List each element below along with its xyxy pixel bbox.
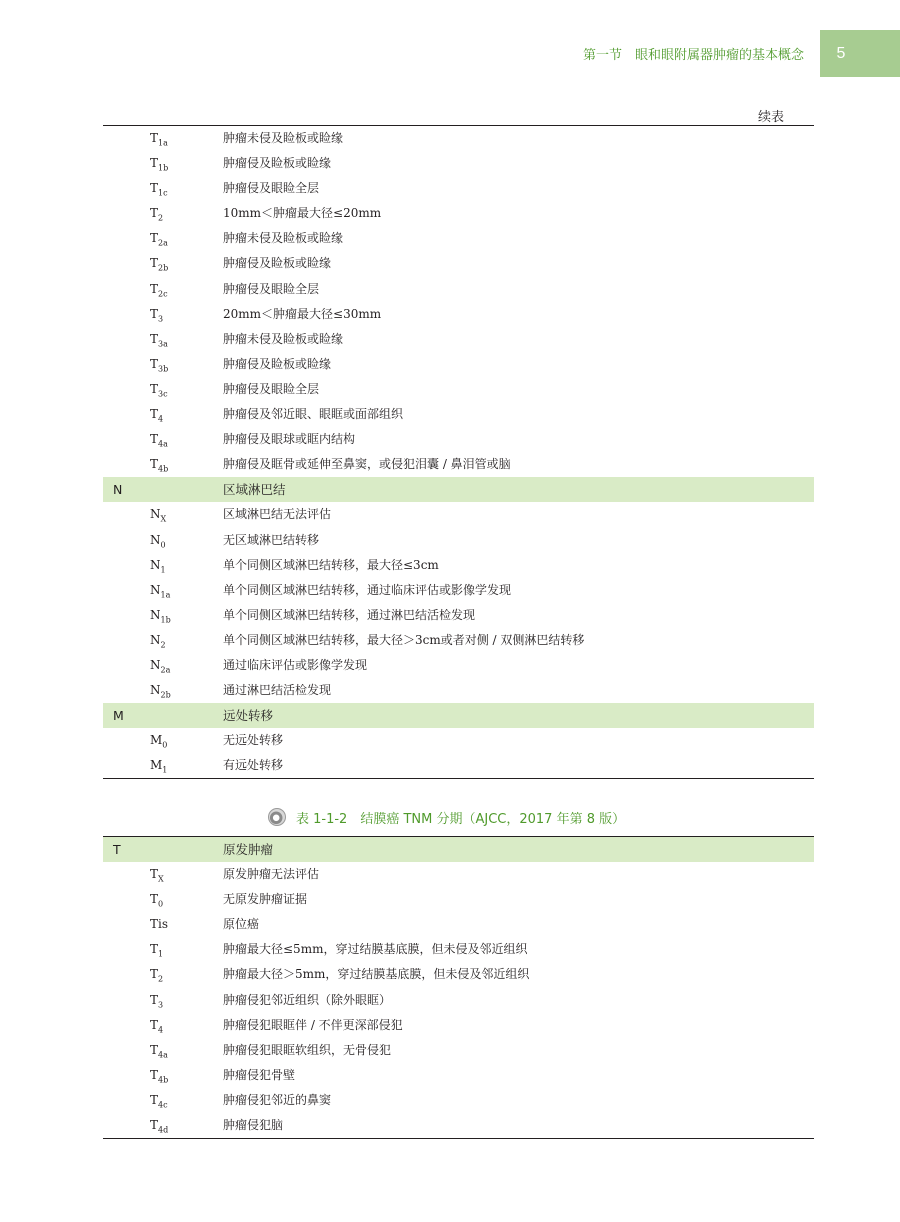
- stage-description: 肿瘤侵及眼睑全层: [223, 281, 320, 296]
- stage-description: 肿瘤侵及睑板或睑缘: [223, 156, 332, 171]
- section-row: [103, 837, 814, 862]
- stage-description: 肿瘤未侵及睑板或睑缘: [223, 331, 344, 346]
- stage-description: 无区域淋巴结转移: [223, 532, 320, 547]
- stage-code-subscript: 1: [158, 949, 164, 959]
- section-title: 原发肿瘤: [223, 842, 274, 857]
- stage-code-letter: N: [150, 657, 161, 672]
- stage-code-subscript: 3: [158, 999, 164, 1009]
- conjunctival-carcinoma-tnm-table: [103, 836, 814, 1139]
- table-row: [103, 1063, 814, 1088]
- stage-code-subscript: 1a: [160, 590, 171, 600]
- table-row: [103, 1038, 814, 1063]
- table-row: [103, 628, 814, 653]
- stage-description: 无原发肿瘤证据: [223, 892, 308, 907]
- stage-code-subscript: 0: [158, 899, 164, 909]
- table-row: [103, 277, 814, 302]
- stage-code-letter: T: [150, 206, 159, 221]
- stage-description: 单个同侧区域淋巴结转移，通过淋巴结活检发现: [223, 607, 476, 622]
- stage-code-subscript: 2b: [158, 263, 169, 273]
- table-row: [103, 251, 814, 276]
- stage-description: 肿瘤侵犯骨壁: [223, 1067, 296, 1082]
- page-number-tab: [820, 30, 900, 77]
- table-row: [103, 377, 814, 402]
- stage-code-letter: T: [150, 992, 159, 1007]
- stage-description: 原发肿瘤无法评估: [223, 867, 320, 882]
- stage-description: 10mm＜肿瘤最大径≤20mm: [223, 206, 382, 221]
- stage-code-letter: T: [150, 331, 159, 346]
- stage-description: 通过临床评估或影像学发现: [223, 657, 368, 672]
- stage-code-subscript: 2a: [158, 238, 168, 248]
- section-title: 远处转移: [223, 708, 274, 724]
- table-row: [103, 753, 814, 778]
- stage-code-letter: T: [150, 156, 159, 171]
- table-row: [103, 962, 814, 987]
- table-row: [103, 887, 814, 912]
- stage-code-subscript: 2: [158, 213, 164, 223]
- stage-code-subscript: 4b: [158, 1075, 169, 1085]
- stage-code-letter: N: [150, 532, 161, 547]
- stage-description: 肿瘤侵犯脑: [223, 1118, 284, 1133]
- stage-code-subscript: 1b: [160, 615, 171, 625]
- stage-code-subscript: X: [158, 874, 164, 884]
- stage-code-letter: N: [150, 632, 161, 647]
- stage-code-subscript: 3a: [158, 339, 168, 349]
- stage-description: 肿瘤侵及眶骨或延伸至鼻窦，或侵犯泪囊 / 鼻泪管或脑: [223, 457, 511, 472]
- continued-label: 续表: [758, 110, 785, 125]
- table-caption: [268, 806, 625, 828]
- table-row: [103, 603, 814, 628]
- stage-code-subscript: 1: [162, 765, 168, 775]
- table-row: [103, 578, 814, 603]
- stage-code-letter: T: [150, 867, 159, 882]
- table-row: [103, 201, 814, 226]
- stage-description: 有远处转移: [223, 758, 284, 773]
- stage-code-subscript: 4b: [158, 464, 169, 474]
- section-title: 区域淋巴结: [223, 482, 286, 498]
- stage-code-letter: T: [150, 407, 159, 422]
- stage-code-letter: T: [150, 942, 159, 957]
- stage-code-letter: T: [150, 1092, 159, 1107]
- stage-description: 原位癌: [223, 917, 260, 932]
- stage-description: 单个同侧区域淋巴结转移，通过临床评估或影像学发现: [223, 582, 512, 597]
- stage-description: 肿瘤侵犯眼眶软组织，无骨侵犯: [223, 1042, 392, 1057]
- table-row: [103, 653, 814, 678]
- stage-code-letter: T: [150, 131, 159, 145]
- table-caption-text: 表 1-1-2 结膜癌 TNM 分期（AJCC，2017 年第 8 版）: [296, 811, 626, 827]
- stage-description: 肿瘤侵及眼睑全层: [223, 181, 320, 196]
- page-number: 5: [836, 44, 846, 62]
- stage-code-subscript: 2c: [158, 288, 168, 298]
- stage-code-letter: T: [150, 256, 159, 271]
- stage-code-subscript: 4: [158, 414, 164, 424]
- stage-code-subscript: 2b: [160, 690, 171, 700]
- stage-code-letter: N: [150, 557, 161, 572]
- stage-code-letter: T: [150, 1067, 159, 1082]
- table-row: [103, 176, 814, 201]
- stage-description: 肿瘤侵及眼球或眶内结构: [223, 432, 356, 447]
- stage-description: 肿瘤最大径≤5mm，穿过结膜基底膜，但未侵及邻近组织: [223, 942, 528, 957]
- stage-code-subscript: 4a: [158, 439, 168, 449]
- stage-code-subscript: 4c: [158, 1100, 168, 1110]
- stage-description: 单个同侧区域淋巴结转移，最大径≤3cm: [223, 557, 439, 572]
- section-code: M: [113, 708, 124, 724]
- stage-code-letter: T: [150, 306, 159, 321]
- stage-code-letter: T: [150, 967, 159, 982]
- stage-description: 无远处转移: [223, 733, 284, 748]
- section-row: [103, 477, 814, 502]
- table-row: [103, 862, 814, 887]
- stage-code-letter: N: [150, 582, 161, 597]
- stage-code: [150, 1113, 168, 1142]
- table-row: [103, 226, 814, 251]
- stage-code-letter: T: [150, 381, 159, 396]
- table-row: [103, 352, 814, 377]
- stage-code-letter: N: [150, 507, 161, 522]
- stage-code-subscript: 2a: [160, 665, 171, 675]
- table-row: [103, 678, 814, 703]
- stage-code-letter: T: [150, 457, 159, 472]
- stage-description: 20mm＜肿瘤最大径≤30mm: [223, 306, 382, 321]
- stage-description: 肿瘤最大径＞5mm，穿过结膜基底膜，但未侵及邻近组织: [223, 967, 530, 982]
- stage-code-subscript: 3c: [158, 389, 168, 399]
- stage-code-subscript: 2: [158, 974, 164, 984]
- stage-code-letter: M: [150, 758, 163, 773]
- stage-description: 肿瘤侵及邻近眼、眼眶或面部组织: [223, 407, 404, 422]
- table-row: [103, 988, 814, 1013]
- table-row: [103, 528, 814, 553]
- stage-code-letter: T: [150, 432, 159, 447]
- stage-description: 肿瘤侵及睑板或睑缘: [223, 356, 332, 371]
- stage-code-subscript: 0: [160, 539, 166, 549]
- table-row: [103, 1088, 814, 1113]
- stage-description: 区域淋巴结无法评估: [223, 507, 332, 522]
- table-row: [103, 327, 814, 352]
- stage-code-letter: M: [150, 733, 163, 748]
- stage-code-letter: Tis: [150, 917, 168, 932]
- stage-code-subscript: 4a: [158, 1050, 168, 1060]
- stage-description: 肿瘤侵及睑板或睑缘: [223, 256, 332, 271]
- table-row: [103, 728, 814, 753]
- stage-code-subscript: 0: [162, 740, 168, 750]
- running-header-title: 第一节 眼和眼附属器肿瘤的基本概念: [582, 48, 804, 63]
- table-row: [103, 427, 814, 452]
- table-row: [103, 553, 814, 578]
- table-row: [103, 302, 814, 327]
- stage-code-letter: N: [150, 607, 161, 622]
- stage-code-letter: T: [150, 231, 159, 246]
- stage-code-subscript: 1b: [158, 163, 169, 173]
- stage-description: 肿瘤侵及眼睑全层: [223, 381, 320, 396]
- stage-code-subscript: 1c: [158, 188, 168, 198]
- stage-description: 通过淋巴结活检发现: [223, 683, 332, 698]
- stage-code-letter: T: [150, 181, 159, 196]
- stage-description: 单个同侧区域淋巴结转移，最大径＞3cm或者对侧 / 双侧淋巴结转移: [223, 632, 585, 647]
- stage-code-letter: N: [150, 683, 161, 698]
- stage-code: [150, 753, 167, 782]
- table-row: [103, 402, 814, 427]
- stage-code-subscript: 4: [158, 1025, 164, 1035]
- stage-code-letter: T: [150, 356, 159, 371]
- stage-description: 肿瘤侵犯邻近的鼻窦: [223, 1092, 332, 1107]
- stage-code-letter: T: [150, 1042, 159, 1057]
- stage-code-subscript: 3b: [158, 364, 169, 374]
- section-row: [103, 703, 814, 728]
- stage-code-subscript: 2: [160, 640, 166, 650]
- stage-description: 肿瘤侵犯邻近组织（除外眼眶）: [223, 992, 392, 1007]
- table-row: [103, 151, 814, 176]
- table-row: [103, 1013, 814, 1038]
- table-row: [103, 912, 814, 937]
- section-code: N: [113, 482, 123, 498]
- stage-code-subscript: 4d: [158, 1125, 169, 1135]
- stage-code-letter: T: [150, 1017, 159, 1032]
- section-code: T: [113, 842, 121, 857]
- table-row: [103, 126, 814, 151]
- stage-description: 肿瘤未侵及睑板或睑缘: [223, 131, 344, 145]
- stage-code-subscript: X: [160, 514, 167, 524]
- stage-code-letter: T: [150, 281, 159, 296]
- stage-code: [150, 912, 168, 937]
- stage-description: 肿瘤未侵及睑板或睑缘: [223, 231, 344, 246]
- table-row: [103, 502, 814, 527]
- stage-code-subscript: 1: [160, 564, 166, 574]
- stage-code-letter: T: [150, 1118, 159, 1133]
- stage-code-subscript: 1a: [158, 138, 168, 148]
- table-row: [103, 1113, 814, 1138]
- disc-icon: [268, 808, 286, 826]
- table-row: [103, 452, 814, 477]
- table-row: [103, 937, 814, 962]
- tnm-table-continued: [103, 125, 814, 779]
- stage-description: 肿瘤侵犯眼眶伴 / 不伴更深部侵犯: [223, 1017, 403, 1032]
- stage-code-letter: T: [150, 892, 159, 907]
- stage-code-subscript: 3: [158, 314, 164, 324]
